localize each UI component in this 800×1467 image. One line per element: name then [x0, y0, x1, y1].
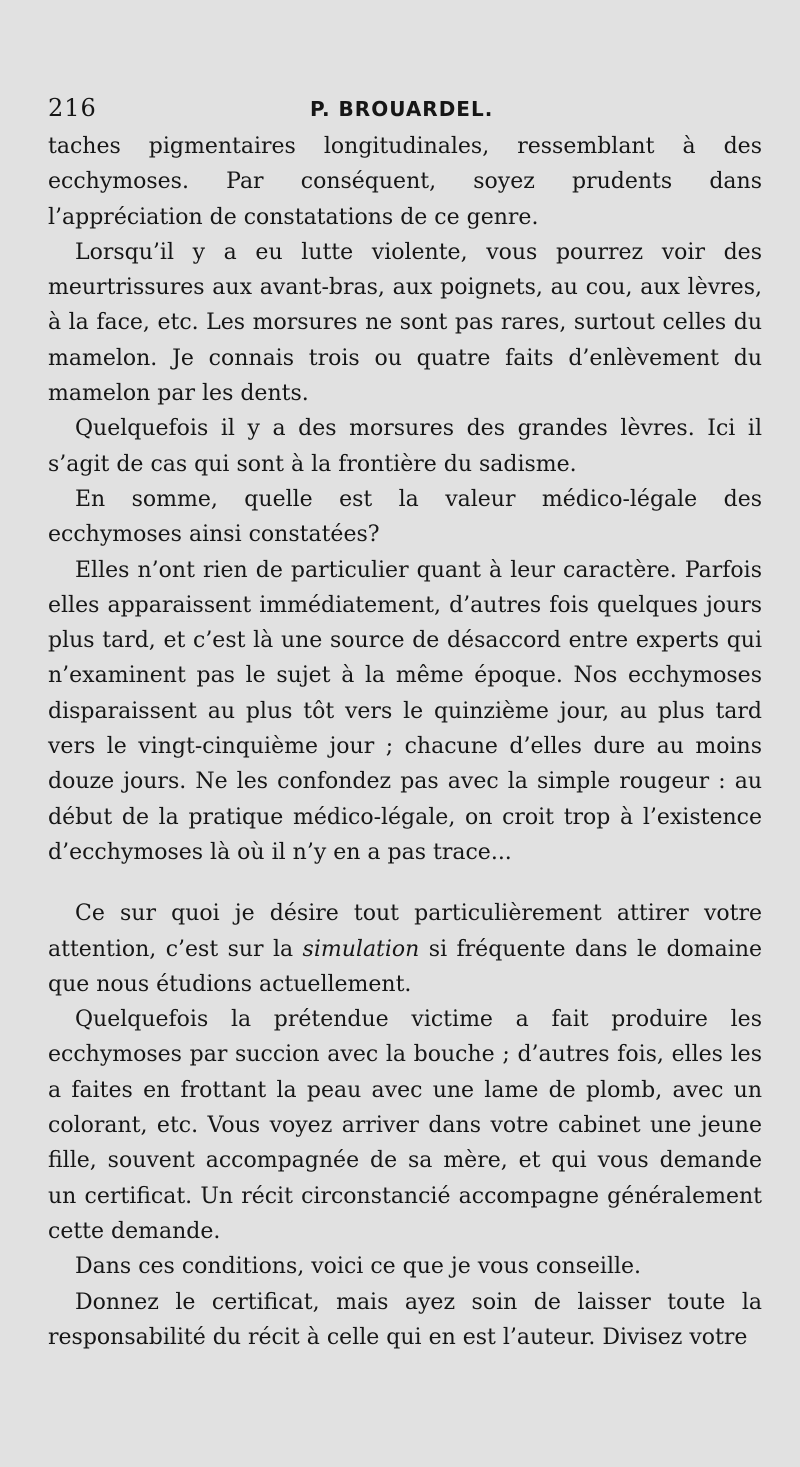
- simulation-text-start: Ce sur quoi je désire tout particulièrement attirer votre attention, c’est sur la: [48, 901, 762, 962]
- paragraph-timing: Elles n’ont rien de particulier quant à leur caractère. Parfois elles apparaissent immédiatement, d’autres fois quelques jours plus tard, et c’est là une source de désaccord entre experts qui n’examinent pas le sujet à la même époque. Nos ecchymoses disparaissent au plus tôt vers le quinzième jour, au plus tard vers le vingt-cinquième jour ; chacune d’elles dure au moins douze jours. Ne les confondez pas avec la simple rougeur : au début de la pratique médico-légale, on croit trop à l’existence d’ecchymoses là où il n’y en a pas trace...: [48, 557, 762, 865]
- paragraph-certificate: Donnez le certificat, mais ayez soin de laisser toute la responsabilité du récit à celle qui en est l’auteur. Divisez votre: [48, 1289, 762, 1350]
- running-header: [48, 93, 762, 129]
- paragraph-bites: Quelquefois il y a des morsures des grandes lèvres. Ici il s’agit de cas qui sont à la frontière du sadisme.: [48, 416, 762, 477]
- paragraph-advice-intro: Dans ces conditions, voici ce que je vous conseille.: [75, 1254, 642, 1280]
- paragraph-struggle-bruises: Lorsqu’il y a eu lutte violente, vous pourrez voir des meurtrissures aux avant-bras, aux poignets, au cou, aux lèvres, à la face, etc. Les morsures ne sont pas rares, surtout celles du mamelon. Je connais trois ou quatre faits d’enlèvement du mamelon par les dents.: [48, 239, 762, 407]
- simulation-text-end: si fréquente dans le domaine que nous étudions actuellement.: [48, 936, 763, 997]
- running-head-author: P. BROUARDEL.: [310, 97, 494, 121]
- emphasized-word: simulation: [302, 936, 420, 962]
- body-text: [48, 129, 762, 1355]
- paragraph-medicolegal-value: En somme, quelle est la valeur médico-légale des ecchymoses ainsi constatées?: [48, 486, 762, 548]
- paragraph-simulation: [48, 896, 762, 1002]
- paragraph-continuation: taches pigmentaires longitudinales, ressemblant à des ecchymoses. Par conséquent, soyez prudents dans l’appréciation de constatations de ce genre.: [48, 134, 762, 230]
- paragraph-fake-bruises: Quelquefois la prétendue victime a fait produire les ecchymoses par succion avec la bouche ; d’autres fois, elles les a faites en frottant la peau avec une lame de plomb, avec un colorant, etc. Vous voyez arriver dans votre cabinet une jeune fille, souvent accompagnée de sa mère, et qui vous demande un certificat. Un récit circonstancié accompagne généralement cette demande.: [48, 1007, 762, 1244]
- page-number: 216: [48, 94, 97, 122]
